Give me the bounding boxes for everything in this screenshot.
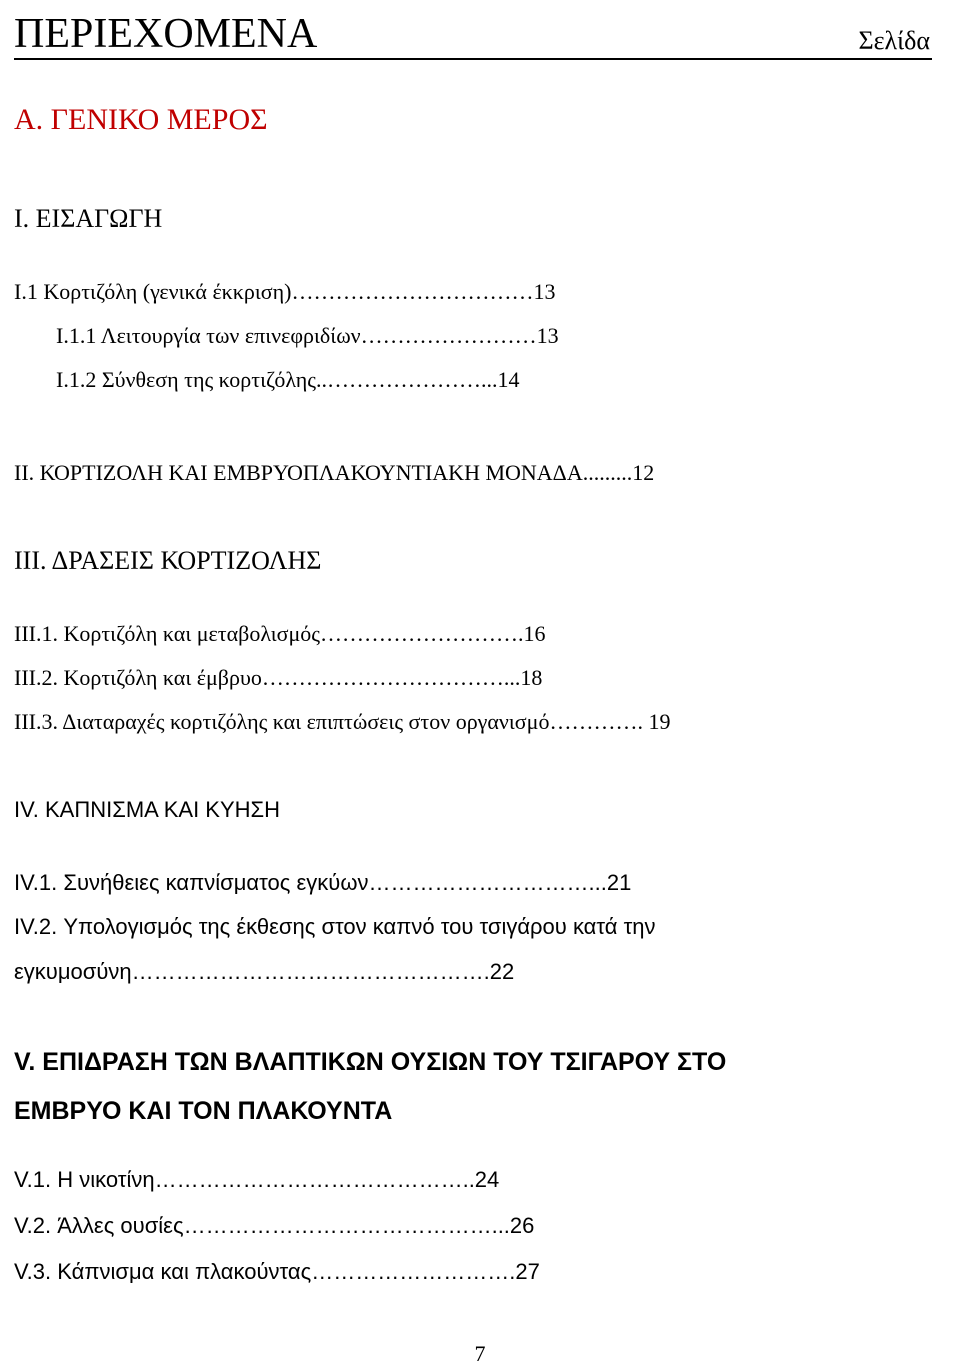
section-heading-5-cont: ΕΜΒΡΥΟ ΚΑΙ ΤΟΝ ΠΛΑΚΟΥΝΤΑ bbox=[14, 1097, 393, 1125]
page-title: ΠΕΡΙΕΧΟΜΕΝΑ bbox=[14, 11, 318, 57]
toc-entry-1-1-2: Ι.1.2 Σύνθεση της κορτιζόλης..…………………...14 bbox=[56, 367, 520, 392]
toc-entry-3-1: ΙΙΙ.1. Κορτιζόλη και μεταβολισμός……………………….16 bbox=[14, 621, 546, 646]
toc-entry-4-1: IV.1. Συνήθειες καπνίσματος εγκύων…………………………...21 bbox=[14, 870, 632, 895]
toc-entry-1-1: Ι.1 Κορτιζόλη (γενικά έκκριση)……………………………13 bbox=[14, 279, 556, 304]
toc-entry-5-1: V.1. Η νικοτίνη……………………………………..24 bbox=[14, 1167, 500, 1192]
section-heading-4: IV. ΚΑΠΝΙΣΜΑ ΚΑΙ ΚΥΗΣΗ bbox=[14, 797, 281, 822]
section-heading-1: Ι. ΕΙΣΑΓΩΓΗ bbox=[14, 204, 163, 233]
toc-entry-3-3: ΙΙΙ.3. Διαταραχές κορτιζόλης και επιπτώσεις στον οργανισμό…………. 19 bbox=[14, 709, 671, 734]
section-heading-3: ΙΙΙ. ΔΡΑΣΕΙΣ ΚΟΡΤΙΖΟΛΗΣ bbox=[14, 546, 322, 575]
toc-entry-5-2: V.2. Άλλες ουσίες……………………………………...26 bbox=[14, 1213, 535, 1238]
toc-entry-3-2: ΙΙΙ.2. Κορτιζόλη και έμβρυο……………………………...18 bbox=[14, 665, 543, 690]
part-heading: Α. ΓΕΝΙΚΟ ΜΕΡΟΣ bbox=[14, 103, 268, 136]
page-number: 7 bbox=[474, 1341, 486, 1366]
toc-entry-4-2: IV.2. Υπολογισμός της έκθεσης στον καπνό του τσιγάρου κατά την bbox=[14, 914, 656, 939]
toc-entry-4-2-cont: εγκυμοσύνη………………………………………….22 bbox=[14, 959, 515, 984]
toc-entry-1-1-1: Ι.1.1 Λειτουργία των επινεφριδίων……………………13 bbox=[56, 323, 559, 348]
page-column-label: Σελίδα bbox=[858, 26, 930, 55]
toc-entry-5-3: V.3. Κάπνισμα και πλακούντας……………………….27 bbox=[14, 1259, 540, 1284]
title-row bbox=[14, 6, 932, 60]
section-heading-2: ΙΙ. ΚΟΡΤΙΖΟΛΗ ΚΑΙ ΕΜΒΡΥΟΠΛΑΚΟΥΝΤΙΑΚΗ ΜΟΝΑΔΑ.........12 bbox=[14, 460, 655, 485]
section-heading-5: V. ΕΠΙΔΡΑΣΗ ΤΩΝ ΒΛΑΠΤΙΚΩΝ ΟΥΣΙΩΝ ΤΟΥ ΤΣΙΓΑΡΟΥ ΣΤΟ bbox=[14, 1048, 727, 1076]
